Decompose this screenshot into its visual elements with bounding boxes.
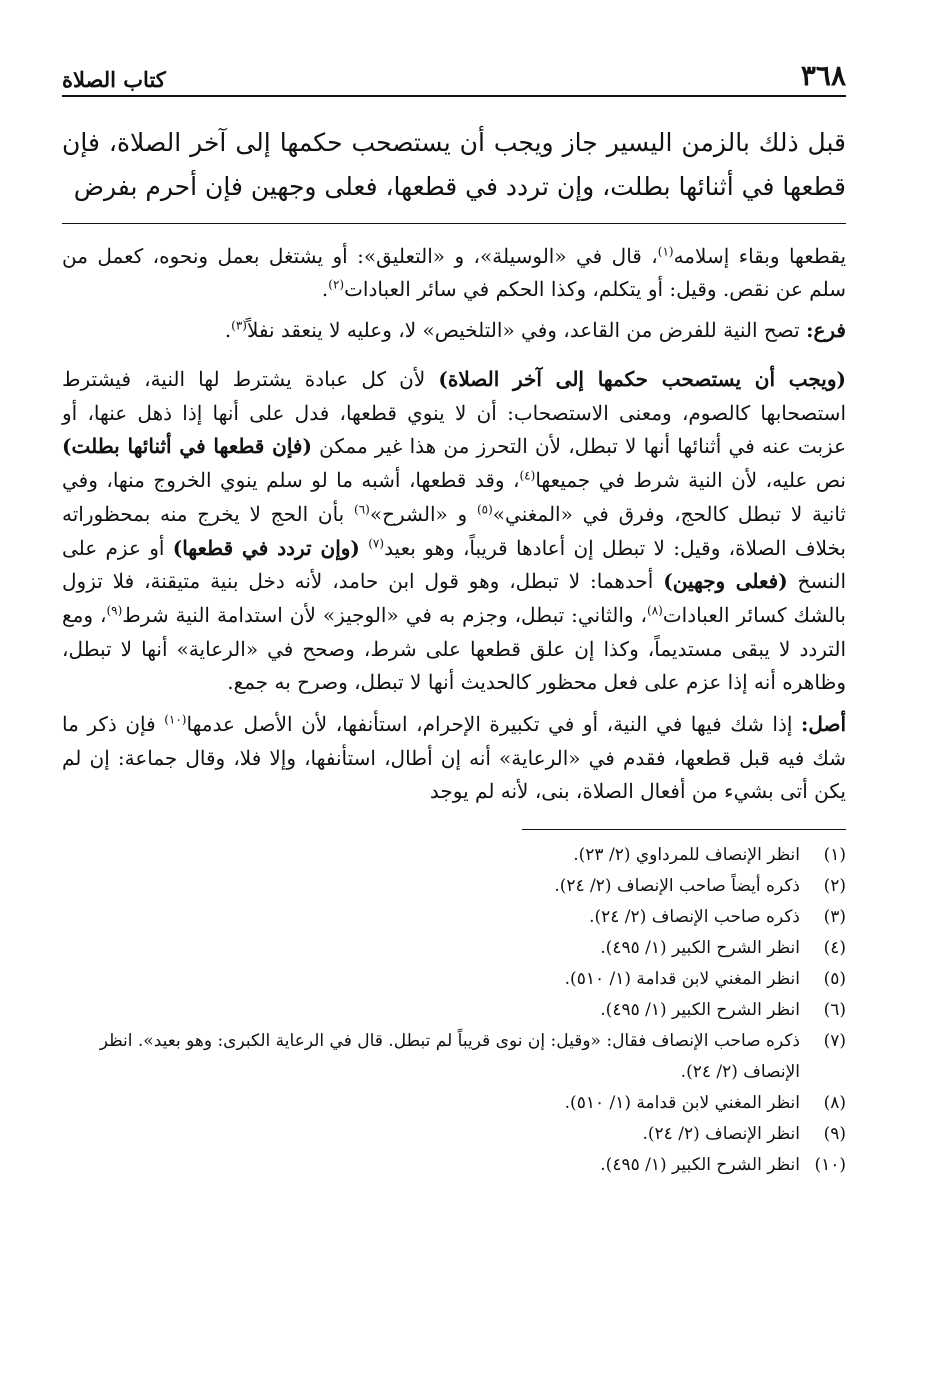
main-text-separator [62, 223, 846, 224]
footnote-item [62, 933, 846, 964]
footnotes-list [62, 840, 846, 1181]
footnote-text: انظر الإنصاف للمرداوي (٢/ ٢٣). [573, 845, 800, 866]
footnote-number: (٧) [823, 1031, 846, 1052]
explanation-paragraph-2: أصل: إذا شك فيها في النية، أو في تكبيرة الإحرام، استأنفها، لأن الأصل عدمها$^{(١٠)}$ فإن ذكر ما شك فيه قبل قطعها، فقدم في «الرعاية» أنه إن أطال، استأنفها، وإلا فلا، وقال جماعة: إن لم يكن أتى بشيء من أفعال الصلاة، بنى، لأنه لم يوجد [62, 712, 847, 804]
footnote-number: (٣) [823, 907, 846, 928]
footnote-number: (٩) [823, 1124, 846, 1145]
footnote-text: ذكره صاحب الإنصاف (٢/ ٢٤). [589, 907, 800, 928]
footnote-ref: (١) [657, 244, 674, 259]
footnote-ref: (٧) [368, 535, 385, 550]
footnote-number: (٨) [823, 1093, 846, 1114]
commentary-paragraph-1: يقطعها وبقاء إسلامه$^{(١)}$، قال في «الوسيلة»، و «التعليق»: أو يشتغل بعمل ونحوه، كعمل من سلم عن نقص. وقيل: أو يتكلم، وكذا الحكم في سائر العبادات$^{(٢)}$. [62, 244, 847, 301]
footnote-item [62, 902, 846, 933]
quoted-matn: (فعلى وجهين) [663, 569, 788, 594]
main-text: قبل ذلك بالزمن اليسير جاز ويجب أن يستصحب حكمها إلى آخر الصلاة، فإن قطعها في أثنائها بطلت، وإن تردد في قطعها، فعلى وجهين فإن أحرم بفرض [62, 128, 846, 201]
footnote-item [62, 871, 846, 902]
footnote-text: ذكره صاحب الإنصاف فقال: «وقيل: إن نوى قريباً لم تبطل. قال في الرعاية الكبرى: وهو بعيد». انظر الإنصاف (٢/ ٢٤). [99, 1031, 800, 1083]
quoted-matn: (وإن تردد في قطعها) [172, 535, 360, 560]
footnote-number: (١٠) [814, 1155, 846, 1176]
page-header [62, 50, 846, 92]
running-title: كتاب الصلاة [62, 67, 166, 92]
footnote-text: انظر المغني لابن قدامة (١/ ٥١٠). [564, 1093, 800, 1114]
footnote-number: (١) [823, 845, 846, 866]
footnote-ref: (١٠) [164, 712, 187, 727]
footnote-item [62, 964, 846, 995]
footnote-number: (٥) [823, 969, 846, 990]
branch-label: فرع: [806, 318, 846, 342]
footnote-separator [522, 829, 846, 830]
footnote-ref: (٣) [231, 318, 247, 333]
footnote-number: (٢) [823, 876, 846, 897]
footnote-ref: (٢) [328, 277, 345, 292]
footnote-item [62, 1026, 846, 1088]
footnote-ref: (٨) [647, 603, 663, 618]
quoted-matn: (ويجب أن يستصحب حكمها إلى آخر الصلاة) [438, 367, 846, 391]
footnote-text: انظر الشرح الكبير (١/ ٤٩٥). [600, 1155, 800, 1176]
footnote-ref: (٦) [354, 502, 370, 517]
explanation-text [62, 363, 846, 809]
principle-label: أصل: [800, 712, 847, 737]
footnote-item [62, 840, 846, 871]
footnote-item [62, 1088, 846, 1119]
footnote-item [62, 1119, 846, 1150]
footnote-text: ذكره أيضاً صاحب الإنصاف (٢/ ٢٤). [554, 876, 800, 897]
quoted-matn: (فإن قطعها في أثنائها بطلت) [62, 434, 312, 459]
footnote-item [62, 995, 846, 1026]
book-page [62, 50, 846, 1181]
footnote-item [62, 1150, 846, 1181]
footnote-text: انظر الشرح الكبير (١/ ٤٩٥). [600, 1000, 800, 1021]
footnote-number: (٤) [823, 938, 846, 959]
footnote-ref: (٩) [106, 603, 123, 618]
footnote-text: انظر الإنصاف (٢/ ٢٤). [642, 1124, 800, 1145]
footnote-text: انظر المغني لابن قدامة (١/ ٥١٠). [564, 969, 800, 990]
explanation-paragraph-1: (ويجب أن يستصحب حكمها إلى آخر الصلاة) لأن كل عبادة يشترط لها النية، فيشترط استصحابها كالصوم، ومعنى الاستصحاب: أن لا ينوي قطعها، فدل على أنها إذا ذهل عنها، أو عزبت عنه في أثنائها أنها لا تبطل، لأن التحرز من هذا غير ممكن (فإن قطعها في أثنائها بطلت) نص عليه، لأن النية شرط في جميعها$^{(٤)}$، وقد قطعها، أشبه ما لو سلم ينوي الخروج منها، وفي ثانية لا تبطل كالحج، وفرق في «المغني»$^{(٥)}$ و «الشرح»$^{(٦)}$ بأن الحج لا يخرج منه بمحظوراته بخلاف الصلاة، وقيل: لا تبطل إن أعادها قريباً، وهو بعيد$^{(٧)}$ (وإن تردد في قطعها) أو عزم على النسخ (فعلى وجهين) أحدهما: لا تبطل، وهو قول ابن حامد، لأنه دخل بنية متيقنة، فلا تزول بالشك كسائر العبادات$^{(٨)}$، والثاني: تبطل، وجزم به في «الوجيز» لأن استدامة النية شرط$^{(٩)}$، ومع التردد لا يبقى مستديماً، وكذا إن علق قطعها على شرط، وصحح في «الرعاية» أنها لا تبطل، وظاهره أنه إذا عزم على فعل محظور كالحديث أنها لا تبطل، وصرح به جمع. [62, 367, 847, 695]
footnote-number: (٦) [823, 1000, 846, 1021]
page-number: ٣٦٨ [800, 59, 846, 92]
header-rule [62, 95, 846, 97]
footnote-ref: (٥) [476, 502, 493, 517]
commentary-paragraph-2: فرع: تصح النية للفرض من القاعد، وفي «التلخيص» لا، وعليه لا ينعقد نفلاً$^{(٣)}$. [224, 318, 846, 342]
footnote-ref: (٤) [519, 468, 536, 483]
footnote-text: انظر الشرح الكبير (١/ ٤٩٥). [600, 938, 800, 959]
